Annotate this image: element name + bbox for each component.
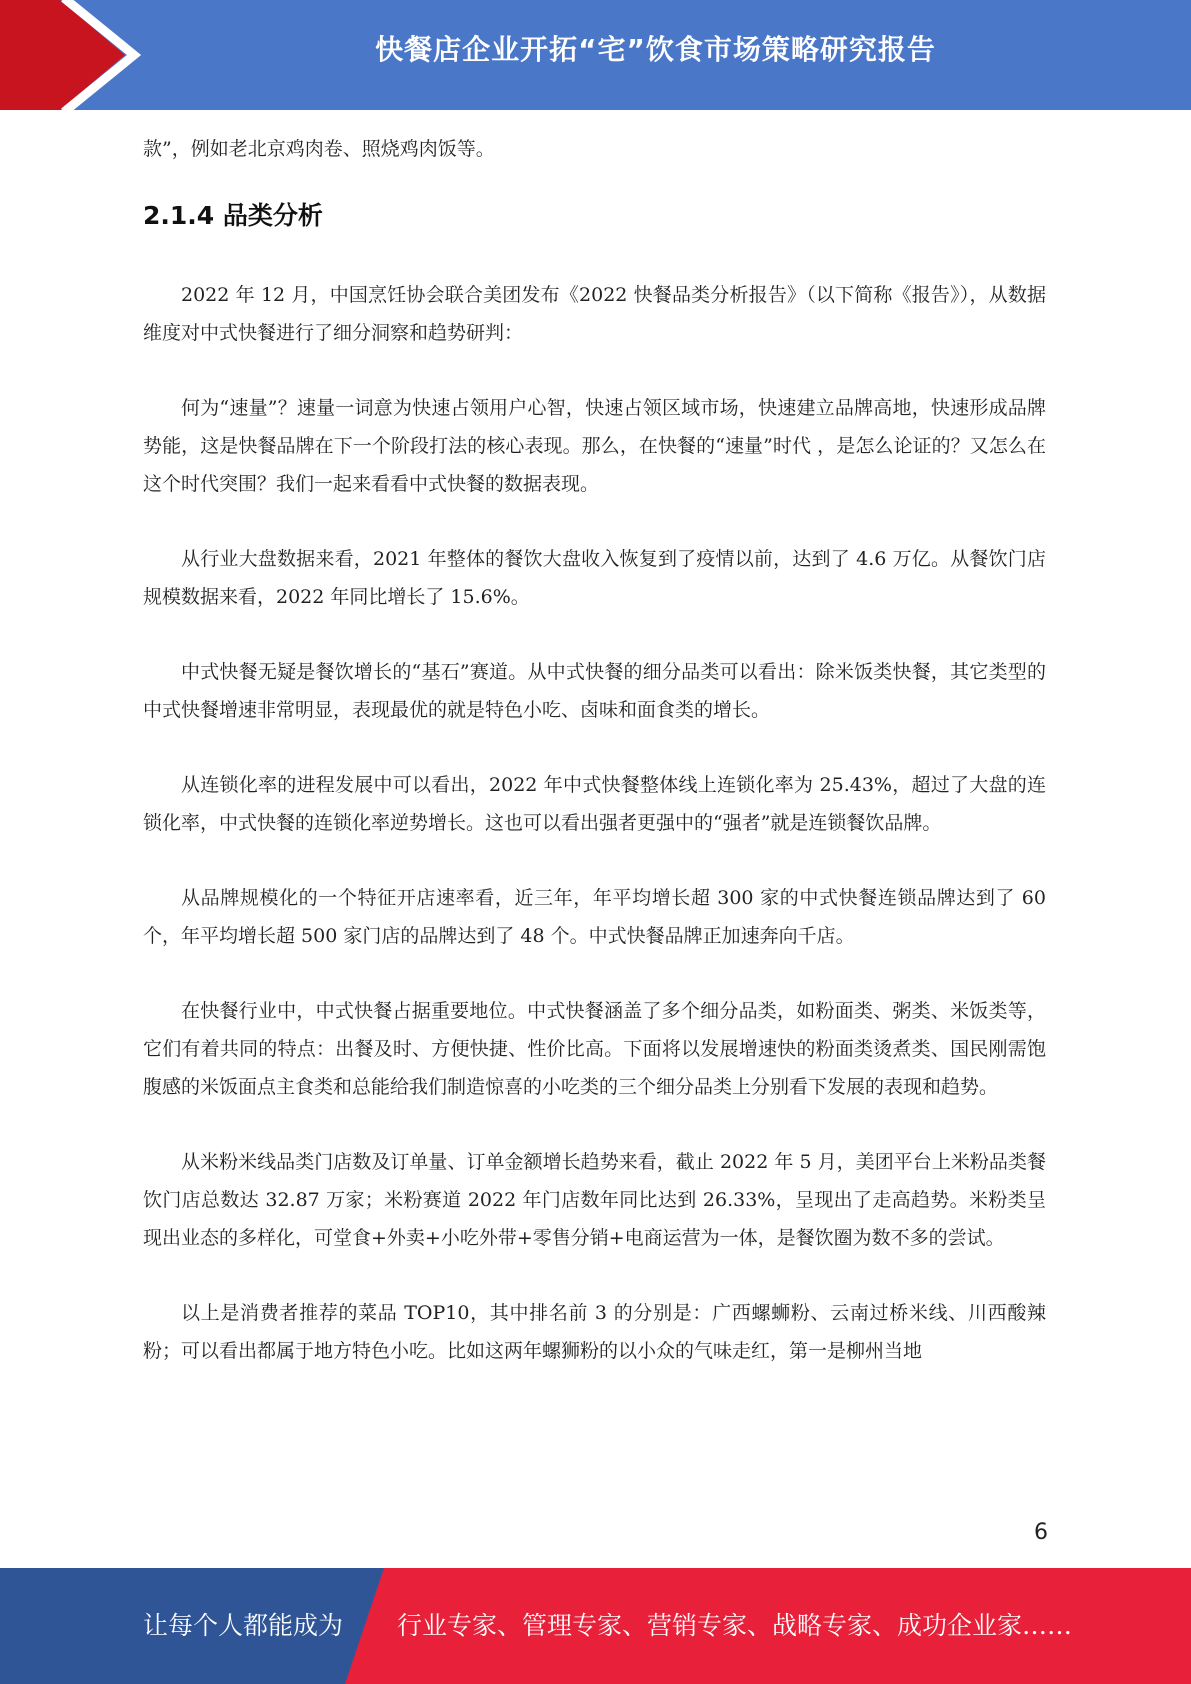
paragraph-1: 2022 年 12 月，中国烹饪协会联合美团发布《2022 快餐品类分析报告》（以下简称《报告》），从数据维度对中式快餐进行了细分洞察和趋势研判： — [143, 284, 1046, 344]
paragraph-9: 以上是消费者推荐的菜品 TOP10，其中排名前 3 的分别是：广西螺蛳粉、云南过桥米线、川西酸辣粉；可以看出都属于地方特色小吃。比如这两年螺狮粉的以小众的气味走红，第一是柳州当地 — [143, 1302, 1046, 1362]
page-number: 6 — [1034, 1520, 1048, 1545]
intro-fragment: 款”，例如老北京鸡肉卷、照烧鸡肉饭等。 — [143, 138, 495, 160]
paragraph-7: 在快餐行业中，中式快餐占据重要地位。中式快餐涵盖了多个细分品类，如粉面类、粥类、米饭类等，它们有着共同的特点：出餐及时、方便快捷、性价比高。下面将以发展增速快的粉面类烫煮类、国民刚需饱腹感的米饭面点主食类和总能给我们制造惊喜的小吃类的三个细分品类上分别看下发展的表现和趋势。 — [143, 1000, 1046, 1098]
paragraph-4: 中式快餐无疑是餐饮增长的“基石”赛道。从中式快餐的细分品类可以看出：除米饭类快餐，其它类型的中式快餐增速非常明显，表现最优的就是特色小吃、卤味和面食类的增长。 — [143, 661, 1046, 721]
section-heading: 2.1.4 品类分析 — [143, 201, 323, 230]
footer-slogan-left: 让每个人都能成为 — [143, 1611, 344, 1640]
paragraph-2: 何为“速量”？速量一词意为快速占领用户心智，快速占领区域市场，快速建立品牌高地，快速形成品牌势能，这是快餐品牌在下一个阶段打法的核心表现。那么，在快餐的“速量”时代 ，是怎么论证的？又怎么在这个时代突围？我们一起来看看中式快餐的数据表现。 — [143, 397, 1046, 495]
paragraph-3: 从行业大盘数据来看，2021 年整体的餐饮大盘收入恢复到了疫情以前，达到了 4.6 万亿。从餐饮门店规模数据来看，2022 年同比增长了 15.6%。 — [143, 548, 1046, 608]
paragraph-5: 从连锁化率的进程发展中可以看出，2022 年中式快餐整体线上连锁化率为 25.43%，超过了大盘的连锁化率，中式快餐的连锁化率逆势增长。这也可以看出强者更强中的“强者”就是连锁餐饮品牌。 — [143, 774, 1046, 834]
paragraph-8: 从米粉米线品类门店数及订单量、订单金额增长趋势来看，截止 2022 年 5 月，美团平台上米粉品类餐饮门店总数达 32.87 万家；米粉赛道 2022 年门店数年同比达到 26.33%，呈现出了走高趋势。米粉类呈现出业态的多样化，可堂食+外卖+小吃外带+零售分销+电商运营为一体，是餐饮圈为数不多的尝试。 — [143, 1151, 1046, 1249]
page-footer — [0, 1568, 1191, 1684]
page-header — [0, 0, 1191, 110]
footer-slogan-right: 行业专家、管理专家、营销专家、战略专家、成功企业家…… — [397, 1611, 1073, 1640]
header-title: 快餐店企业开拓“宅”饮食市场策略研究报告 — [375, 33, 936, 66]
document-body — [143, 130, 1046, 1407]
paragraph-6: 从品牌规模化的一个特征开店速率看，近三年，年平均增长超 300 家的中式快餐连锁品牌达到了 60 个，年平均增长超 500 家门店的品牌达到了 48 个。中式快餐品牌正加速奔向千店。 — [143, 887, 1046, 947]
